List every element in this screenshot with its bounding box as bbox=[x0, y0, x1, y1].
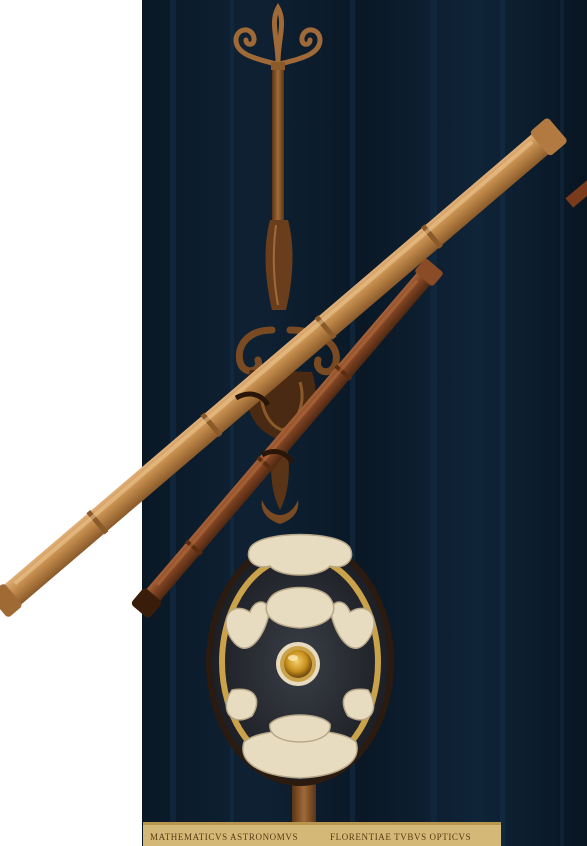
plaque-text-right: FLORENTIAE TVBVS OPTICVS bbox=[330, 832, 472, 842]
plaque-text-left: MATHEMATICVS ASTRONOMVS bbox=[150, 832, 299, 842]
white-margin bbox=[0, 0, 142, 846]
inscription-plaque bbox=[143, 822, 501, 846]
